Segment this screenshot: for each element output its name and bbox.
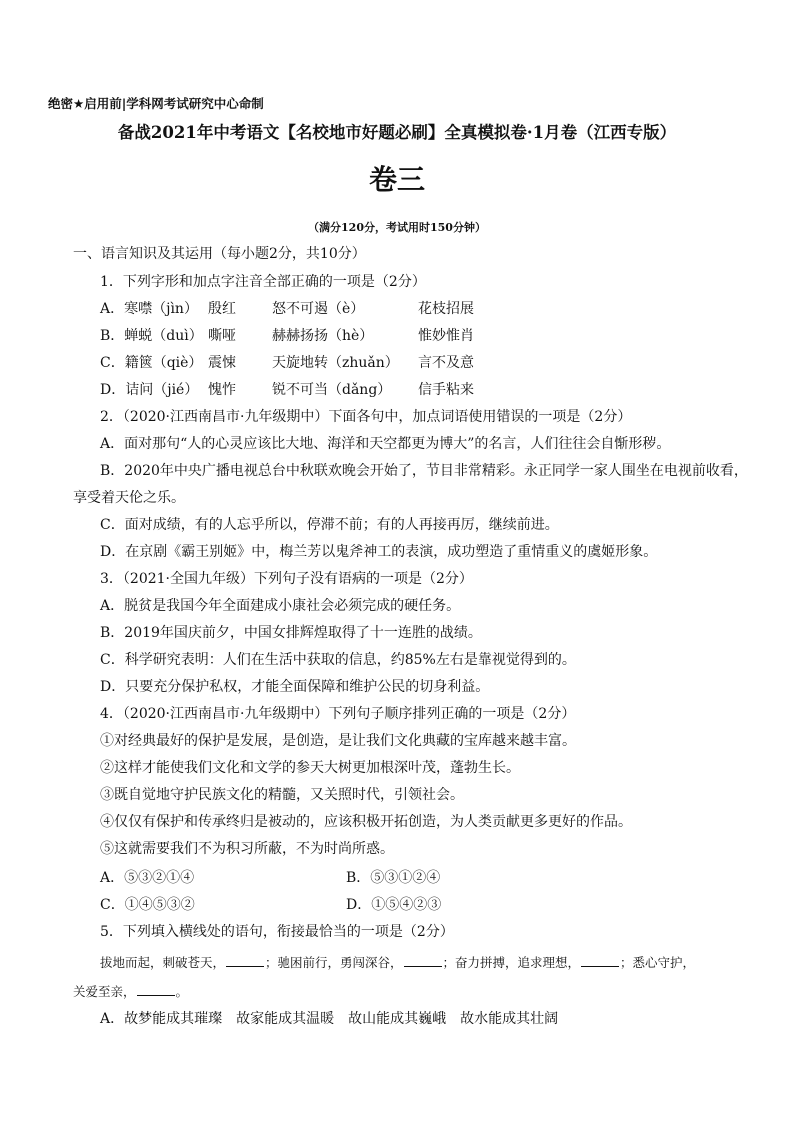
q4-stem: 4．（2020·江西南昌市·九年级期中）下列句子顺序排列正确的一项是（2分） [100, 706, 576, 722]
q4-sentence-5: ⑤这就需要我们不为积习所蔽，不为时尚所惑。 [100, 841, 394, 857]
q2-option-b-line1: B．2020年中央广播电视总台中秋联欢晚会开始了，节目非常精彩。永正同学一家人围坐在电视前收看， [100, 463, 748, 479]
q4-sentence-4: ④仅仅有保护和传承终归是被动的，应该积极开拓创造，为人类贡献更多更好的作品。 [100, 814, 632, 830]
q4-sentence-3: ③既自觉地守护民族文化的精髓，又关照时代，引领社会。 [100, 787, 464, 803]
fill-blank-4 [137, 983, 175, 996]
q5-stem: 5．下列填入横线处的语句，衔接最恰当的一项是（2分） [100, 924, 454, 940]
q2-option-c: C．面对成绩，有的人忘乎所以，停滞不前；有的人再接再厉，继续前进。 [100, 517, 559, 533]
q2-option-b-line2: 享受着天伦之乐。 [73, 490, 185, 506]
section-heading: 一、语言知识及其运用（每小题2分，共10分） [73, 246, 366, 262]
exam-title: 备战2021年中考语文【名校地市好题必刷】全真模拟卷·1月卷（江西专版） [117, 123, 677, 142]
q5-passage-line1: 拔地而起，刺破苍天， ；驰困前行，勇闯深谷， ；奋力拼搏，追求理想， ；悉心守护， [100, 955, 696, 970]
q1-stem: 1．下列字形和加点字注音全部正确的一项是（2分） [100, 274, 426, 290]
fill-blank-1 [226, 954, 264, 967]
q3-option-a: A．脱贫是我国今年全面建成小康社会必须完成的硬任务。 [100, 598, 461, 614]
q3-option-c: C．科学研究表明：人们在生活中获取的信息，约85%左右是靠视觉得到的。 [100, 652, 576, 668]
q4-option-c: C．①④⑤③② [100, 897, 195, 913]
q3-stem: 3．（2021·全国九年级）下列句子没有语病的一项是（2分） [100, 571, 473, 587]
q4-sentence-2: ②这样才能使我们文化和文学的参天大树更加根深叶茂，蓬勃生长。 [100, 760, 520, 776]
q4-sentence-1: ①对经典最好的保护是发展，是创造，是让我们文化典藏的宝库越来越丰富。 [100, 733, 576, 749]
q3-option-d: D．只要充分保护私权，才能全面保障和维护公民的切身利益。 [100, 679, 490, 695]
secret-label: 绝密★启用前|学科网考试研究中心命制 [48, 96, 264, 111]
q4-option-b: B．⑤③①②④ [346, 870, 441, 886]
q5-option-a: A．故梦能成其璀璨 故家能成其温暖 故山能成其巍峨 故水能成其壮阔 [100, 1011, 559, 1027]
q2-stem: 2．（2020·江西南昌市·九年级期中）下面各句中，加点词语使用错误的一项是（2分） [100, 409, 632, 425]
q2-option-d: D．在京剧《霸王别姬》中，梅兰芳以鬼斧神工的表演，成功塑造了重情重义的虞姬形象。 [100, 544, 658, 560]
q2-option-a: A．面对那句“人的心灵应该比大地、海洋和天空都更为博大”的名言，人们往往会自惭形秽。 [100, 436, 671, 452]
fill-blank-2 [404, 954, 442, 967]
q4-option-d: D．①⑤④②③ [346, 897, 442, 913]
volume-title: 卷三 [368, 163, 425, 196]
q4-option-a: A．⑤③②①④ [100, 870, 195, 886]
q5-passage-line2: 关爱至亲， 。 [73, 984, 189, 999]
q3-option-b: B．2019年国庆前夕，中国女排辉煌取得了十一连胜的战绩。 [100, 625, 482, 641]
score-info: （满分120分，考试用时150分钟） [308, 221, 486, 234]
fill-blank-3 [581, 954, 619, 967]
